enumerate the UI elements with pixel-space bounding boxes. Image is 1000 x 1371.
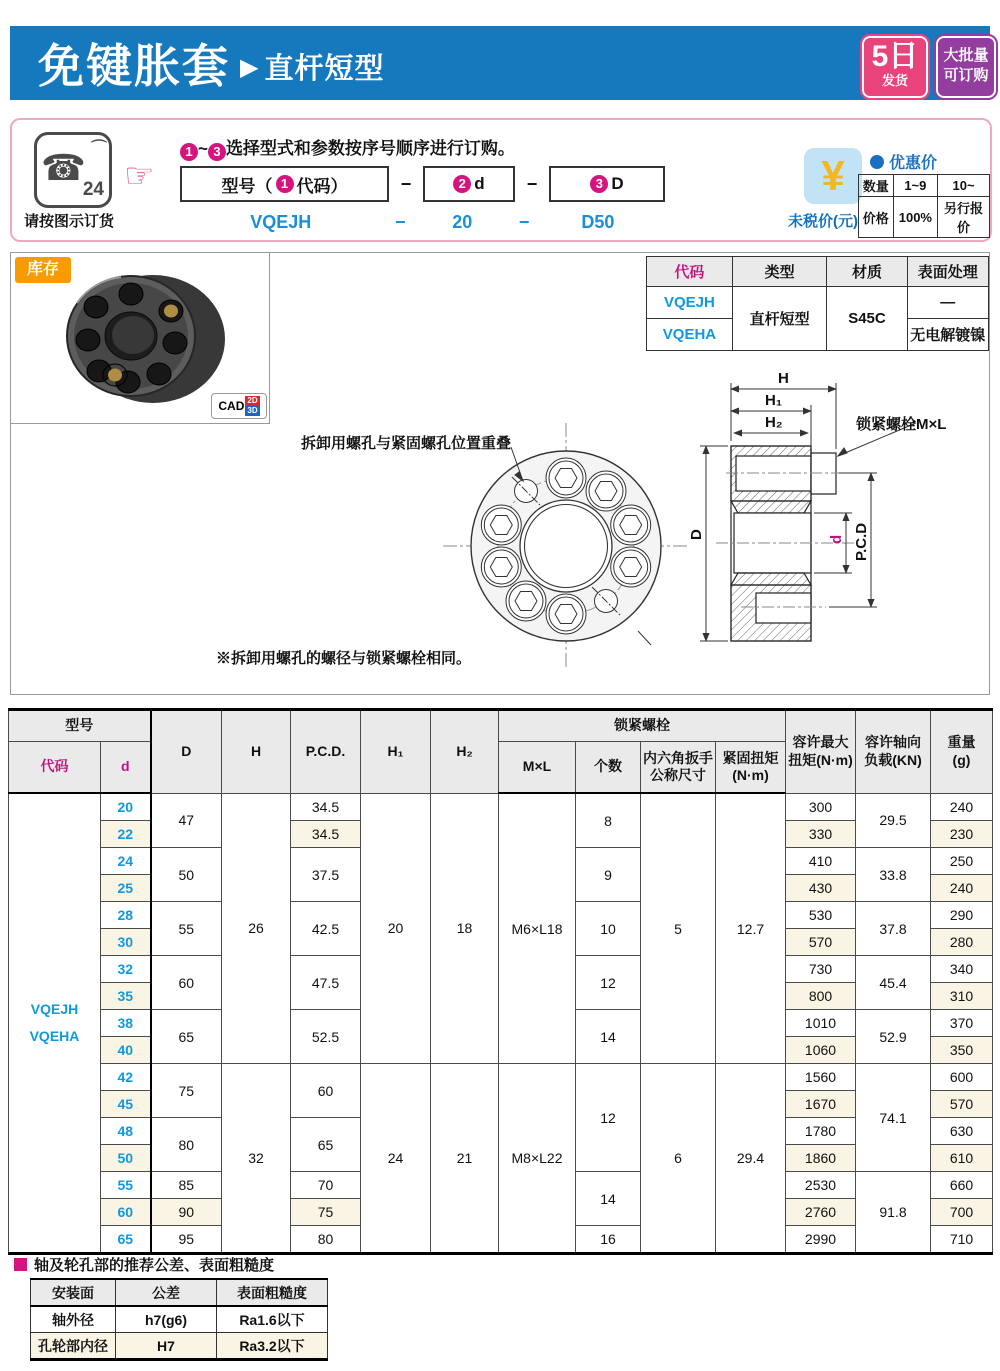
table-cell: 1010 [786, 1010, 856, 1037]
table-cell: Ra1.6以下 [217, 1306, 328, 1333]
dimension-table [8, 708, 993, 1255]
table-cell: 22 [101, 821, 151, 848]
table-cell: 52.9 [856, 1010, 931, 1064]
table-cell: 20 [101, 793, 151, 821]
circled-2-icon: 2 [453, 175, 471, 193]
table-cell: 410 [786, 848, 856, 875]
table-cell: 价格 [859, 197, 894, 238]
example-dash: − [518, 212, 530, 232]
shipping-badge [862, 36, 928, 98]
tolerance-title-text: 轴及轮孔部的推荐公差、表面粗糙度 [34, 1257, 275, 1274]
table-cell: 65 [101, 1226, 151, 1254]
tolerance-section-title [14, 1254, 274, 1275]
table-cell: 60 [101, 1199, 151, 1226]
table-cell: 60 [291, 1064, 361, 1118]
header-line: 扭矩(N·m) [788, 751, 853, 768]
stock-badge: 库存 [15, 257, 71, 283]
table-cell: 65 [151, 1010, 222, 1064]
discount-price-header [870, 150, 937, 173]
example-d: 20 [452, 212, 473, 232]
model-box-prefix: 型号（ [221, 176, 273, 196]
table-cell: 12.7 [716, 793, 786, 1064]
spec-table [646, 256, 989, 351]
yen-price-icon: ¥ [804, 148, 862, 204]
table-cell: 660 [931, 1172, 993, 1199]
circled-3-icon: 3 [208, 143, 226, 161]
pointing-hand-icon: ☞ [124, 157, 155, 195]
table-header [856, 710, 931, 794]
table-cell: 8 [576, 793, 641, 848]
table-cell: 280 [931, 929, 993, 956]
table-header: M×L [499, 742, 576, 794]
table-cell: 40 [101, 1037, 151, 1064]
header-line: 紧固扭矩 [722, 749, 779, 766]
table-cell: M6×L18 [499, 793, 576, 1064]
table-cell: 55 [101, 1172, 151, 1199]
front-view-drawing [441, 421, 691, 671]
table-cell: 1670 [786, 1091, 856, 1118]
table-cell: 34.5 [291, 821, 361, 848]
table-header: 表面粗糙度 [217, 1279, 328, 1306]
model-codes-cell [9, 793, 101, 1254]
page-title: 免键胀套 [38, 40, 230, 92]
table-cell: 240 [931, 793, 993, 821]
table-cell: 14 [576, 1010, 641, 1064]
code-line: VQEHA [29, 1028, 80, 1044]
table-header [641, 742, 716, 794]
table-cell: 16 [576, 1226, 641, 1254]
table-cell: 700 [931, 1199, 993, 1226]
table-cell: 33.8 [856, 848, 931, 902]
table-cell: 100% [893, 197, 938, 238]
table-cell: 1560 [786, 1064, 856, 1091]
dim-H2: H₂ [765, 414, 783, 431]
table-header: d [101, 742, 151, 794]
table-cell: 24 [101, 848, 151, 875]
table-cell: 570 [931, 1091, 993, 1118]
model-box-suffix: 代码） [296, 176, 348, 196]
table-cell: M8×L22 [499, 1064, 576, 1254]
table-cell: 350 [931, 1037, 993, 1064]
phone-24-icon [34, 132, 112, 208]
table-cell: 18 [431, 793, 499, 1064]
circled-1-icon: 1 [180, 143, 198, 161]
table-header: H [222, 710, 291, 794]
table-cell: 610 [931, 1145, 993, 1172]
table-cell: VQEJH [647, 287, 733, 319]
table-cell: S45C [827, 287, 907, 351]
table-header: H₂ [431, 710, 499, 794]
table-cell: 430 [786, 875, 856, 902]
table-cell: 10~ [938, 175, 990, 197]
table-cell: 74.1 [856, 1064, 931, 1172]
example-D: D50 [581, 212, 615, 232]
table-cell: 29.5 [856, 793, 931, 848]
table-cell: 530 [786, 902, 856, 929]
table-header: 型号 [9, 710, 151, 742]
table-cell: 6 [641, 1064, 716, 1254]
table-cell: 无电解镀镍 [907, 319, 988, 351]
table-cell: 代码 [647, 257, 733, 287]
table-cell: 38 [101, 1010, 151, 1037]
table-cell: 10 [576, 902, 641, 956]
dim-pcd: P.C.D [853, 522, 870, 561]
table-cell: 48 [101, 1118, 151, 1145]
table-cell: 32 [101, 956, 151, 983]
table-cell: 数量 [859, 175, 894, 197]
table-cell: 1~9 [893, 175, 938, 197]
d-param-box [423, 166, 515, 202]
bulk-order-badge [936, 36, 996, 98]
table-cell: 2760 [786, 1199, 856, 1226]
table-cell: VQEHA [647, 319, 733, 351]
dim-H: H [778, 370, 789, 387]
instruction-text: 选择型式和参数按序号顺序进行订购。 [225, 139, 515, 158]
table-cell: 9 [576, 848, 641, 902]
table-cell: 240 [931, 875, 993, 902]
table-cell: 95 [151, 1226, 222, 1254]
table-cell: 60 [151, 956, 222, 1010]
order-info-box [10, 118, 992, 242]
bulk-badge-line2: 可订购 [943, 67, 989, 84]
table-cell: 37.5 [291, 848, 361, 902]
header-line: 重量 [947, 734, 976, 751]
table-cell: — [907, 287, 988, 319]
dim-D: D [688, 529, 705, 540]
table-cell: 直杆短型 [732, 287, 827, 351]
cad-2d-tag: 2D [247, 396, 258, 405]
table-header [931, 710, 993, 794]
dash-separator: − [400, 173, 412, 194]
table-cell: 29.4 [716, 1064, 786, 1254]
table-header: H₁ [361, 710, 431, 794]
table-cell: 710 [931, 1226, 993, 1254]
example-dash: − [395, 212, 406, 232]
table-cell: 45.4 [856, 956, 931, 1010]
table-cell: 类型 [732, 257, 827, 287]
table-cell: 250 [931, 848, 993, 875]
circled-3-icon: 3 [590, 175, 608, 193]
bulk-badge-line1: 大批量 [943, 47, 989, 64]
diagram-panel [10, 252, 990, 695]
header-line: 负载(KN) [864, 751, 922, 768]
cad-3d-tag: 3D [247, 406, 258, 415]
table-cell: 孔轮部内径 [31, 1333, 116, 1360]
table-cell: 65 [291, 1118, 361, 1172]
dash-separator: − [526, 173, 538, 194]
d-box-label: d [474, 174, 485, 193]
table-cell: 2990 [786, 1226, 856, 1254]
table-cell: 80 [151, 1118, 222, 1172]
table-header [716, 742, 786, 794]
table-cell: 表面处理 [907, 257, 988, 287]
cad-download-badge[interactable] [211, 393, 267, 419]
table-cell: 42.5 [291, 902, 361, 956]
discount-label: 优惠价 [889, 155, 938, 172]
table-cell: 630 [931, 1118, 993, 1145]
header-line: 容许轴向 [865, 734, 921, 751]
table-cell: 52.5 [291, 1010, 361, 1064]
example-code: VQEJH [250, 212, 312, 232]
dim-d: d [828, 534, 845, 544]
order-caption: 请按图示订货 [24, 213, 115, 230]
table-header: 代码 [9, 742, 101, 794]
table-cell: 20 [361, 793, 431, 1064]
shipping-badge-days: 5日 [871, 40, 919, 73]
header-line: 容许最大 [792, 734, 849, 751]
table-cell: h7(g6) [116, 1306, 217, 1333]
header-line: (g) [952, 751, 971, 768]
code-line: VQEJH [30, 1001, 79, 1018]
table-header: D [151, 710, 222, 794]
table-cell: 24 [361, 1064, 431, 1254]
table-cell: 800 [786, 983, 856, 1010]
circled-1-icon: 1 [276, 175, 294, 193]
cad-label: CAD [218, 399, 245, 413]
table-cell: 5 [641, 793, 716, 1064]
header-line: 内六角扳手 [643, 749, 713, 766]
table-cell: 21 [431, 1064, 499, 1254]
table-cell: 28 [101, 902, 151, 929]
part-number-builder [180, 166, 665, 202]
table-cell: 300 [786, 793, 856, 821]
drawing-footnote: ※拆卸用螺孔的螺径与锁紧螺栓相同。 [216, 650, 472, 667]
locking-bolt-label: 锁紧螺栓M×L [856, 416, 947, 433]
range-separator: ~ [198, 139, 208, 158]
table-cell: 370 [931, 1010, 993, 1037]
pretax-price-caption: 未税价(元) [788, 213, 858, 230]
table-header: 锁紧螺栓 [499, 710, 786, 742]
table-cell: H7 [116, 1333, 217, 1360]
table-cell: 1860 [786, 1145, 856, 1172]
table-cell: 570 [786, 929, 856, 956]
model-code-box [180, 166, 389, 202]
header-line: (N·m) [732, 767, 769, 783]
signal-wave-icon: ⌒ [90, 140, 107, 157]
table-header: 安装面 [31, 1279, 116, 1306]
D-param-box [549, 166, 665, 202]
table-cell: 轴外径 [31, 1306, 116, 1333]
table-cell: Ra3.2以下 [217, 1333, 328, 1360]
table-cell: 50 [151, 848, 222, 902]
title-bar [10, 26, 990, 100]
table-header: 公差 [116, 1279, 217, 1306]
cross-section-drawing [686, 361, 989, 666]
table-cell: 37.8 [856, 902, 931, 956]
table-cell: 91.8 [856, 1172, 931, 1254]
discount-table [858, 174, 990, 238]
shipping-badge-label: 发货 [881, 73, 908, 88]
table-cell: 2530 [786, 1172, 856, 1199]
table-cell: 35 [101, 983, 151, 1010]
table-cell: 90 [151, 1199, 222, 1226]
magenta-square-icon [14, 1258, 27, 1271]
table-cell: 230 [931, 821, 993, 848]
table-cell: 材质 [827, 257, 907, 287]
table-cell: 1060 [786, 1037, 856, 1064]
phone-24-text: 24 [82, 179, 104, 200]
dim-H1: H₁ [765, 392, 783, 409]
page-subtitle: 直杆短型 [264, 52, 385, 85]
table-header: 个数 [576, 742, 641, 794]
phone-glyph: ☎ [41, 147, 86, 188]
table-cell: 42 [101, 1064, 151, 1091]
table-cell: 26 [222, 793, 291, 1064]
table-cell: 50 [101, 1145, 151, 1172]
blue-dot-icon [870, 155, 884, 169]
D-box-label: D [611, 174, 624, 193]
table-cell: 55 [151, 902, 222, 956]
table-cell: 310 [931, 983, 993, 1010]
table-cell: 75 [151, 1064, 222, 1118]
table-cell: 330 [786, 821, 856, 848]
table-cell: 25 [101, 875, 151, 902]
table-cell: 47 [151, 793, 222, 848]
table-header [786, 710, 856, 794]
table-cell: 32 [222, 1064, 291, 1254]
table-cell: 70 [291, 1172, 361, 1199]
overlap-note-label: 拆卸用螺孔与紧固螺孔位置重叠 [301, 435, 512, 452]
table-cell: 47.5 [291, 956, 361, 1010]
table-cell: 75 [291, 1199, 361, 1226]
table-cell: 12 [576, 1064, 641, 1172]
header-line: 公称尺寸 [650, 767, 706, 783]
table-cell: 730 [786, 956, 856, 983]
table-cell: 14 [576, 1172, 641, 1226]
table-cell: 600 [931, 1064, 993, 1091]
tolerance-table [30, 1278, 328, 1361]
table-cell: 1780 [786, 1118, 856, 1145]
order-example [180, 212, 653, 233]
table-cell: 85 [151, 1172, 222, 1199]
table-cell: 340 [931, 956, 993, 983]
table-cell: 另行报价 [938, 197, 990, 238]
title-arrow-icon: ▶ [240, 53, 259, 81]
table-cell: 12 [576, 956, 641, 1010]
table-header: P.C.D. [291, 710, 361, 794]
order-instruction [180, 134, 515, 161]
table-cell: 290 [931, 902, 993, 929]
table-cell: 45 [101, 1091, 151, 1118]
table-cell: 80 [291, 1226, 361, 1254]
brass-insert [108, 369, 122, 382]
table-cell: 30 [101, 929, 151, 956]
table-cell: 34.5 [291, 793, 361, 821]
